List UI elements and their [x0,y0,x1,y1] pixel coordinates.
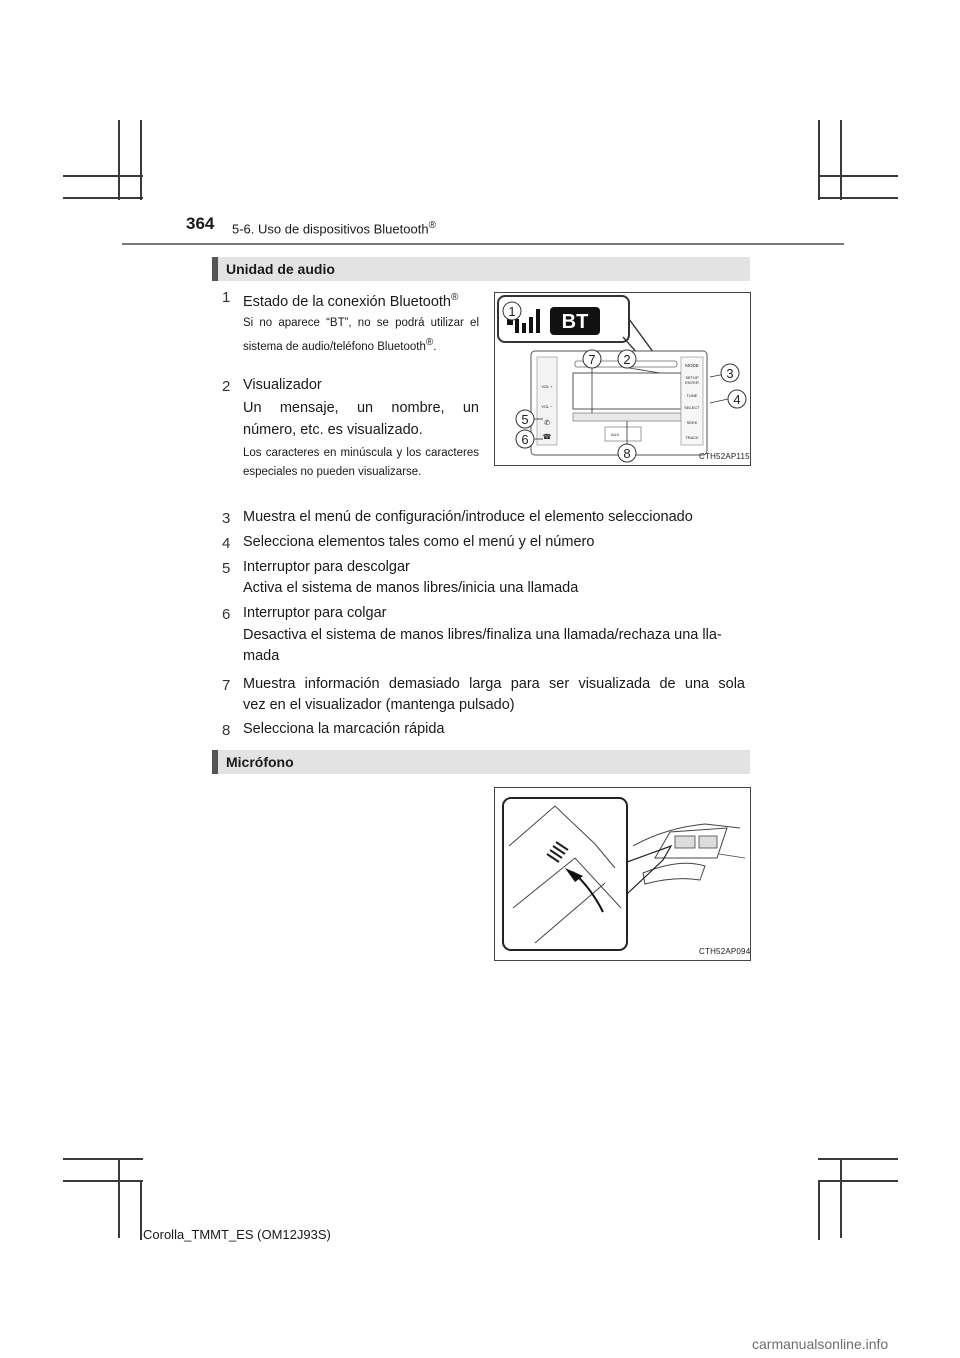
bt-indicator: BT [561,311,589,333]
item-text: Desactiva el sistema de manos libres/finaliza una llamada/rechaza una lla- [243,627,722,643]
phone-hangup-icon: ☎ [542,434,552,441]
figure-callout [516,430,534,448]
crop-mark [840,120,842,200]
crop-mark [118,120,120,200]
running-head-text: 5-6. Uso de dispositivos Bluetooth [232,221,429,237]
tune-label: TUNE [686,393,698,398]
item-number: 6 [222,606,231,623]
enter-label: ENTER [685,380,699,385]
section-title: Micrófono [226,754,294,770]
figure-callout [503,302,521,320]
figure-id: CTH52AP115 [699,452,750,461]
vol-minus-label: VOL − [541,404,553,409]
crop-mark [63,175,143,177]
page-number: 364 [186,214,215,233]
microphone-figure [494,787,751,961]
item-number: 7 [222,677,231,694]
crop-mark [63,1158,143,1160]
figure-callout [728,390,746,408]
item-title: vez en el visualizador (mantenga pulsado) [243,697,515,713]
figure-callout [618,350,636,368]
footer-text: Corolla_TMMT_ES (OM12J93S) [143,1227,331,1242]
crop-mark [818,1180,898,1182]
item-text: Un mensaje, un nombre, un número, etc. es visualizado. [243,400,479,438]
svg-text:4: 4 [733,392,741,407]
crop-mark [818,175,898,177]
section-title: Unidad de audio [226,261,335,277]
vol-plus-label: VOL + [541,384,553,389]
item-text: Activa el sistema de manos libres/inicia una llamada [243,580,579,596]
svg-text:1: 1 [508,304,516,319]
figure-callout [618,444,636,462]
crop-mark [818,197,898,199]
crop-mark [118,1158,120,1238]
item-text: mada [243,648,280,664]
svg-text:3: 3 [726,366,734,381]
item-title: Selecciona la marcación rápida [243,721,445,737]
note-end: . [433,340,437,353]
crop-mark [63,197,143,199]
crop-mark [818,120,820,200]
item-number: 1 [222,289,231,306]
item-title: Muestra el menú de configuración/introduce el elemento seleccionado [243,509,693,525]
item-number: 2 [222,378,231,395]
crop-mark [140,1180,142,1240]
audio-unit-figure [494,292,751,466]
seek-label: SEEK [686,420,698,425]
crop-mark [818,1158,898,1160]
registered-mark: ® [428,220,436,231]
crop-mark [818,1180,820,1240]
item-title: Muestra información demasiado larga para ser visualizada de una sola [243,676,745,692]
crop-mark [63,1180,143,1182]
item-title [243,287,458,313]
running-head [232,220,436,236]
svg-text:5: 5 [521,412,529,427]
section-heading-audio-unit [212,257,750,281]
microphone-illustration [495,788,750,960]
svg-text:6: 6 [521,432,529,447]
item-number: 5 [222,560,231,577]
crop-mark [840,1158,842,1238]
item-note [243,314,479,357]
registered-mark: ® [425,337,434,348]
phone-pickup-icon: ✆ [544,420,550,427]
svg-text:2: 2 [623,352,631,367]
figure-callout [721,364,739,382]
figure-id: CTH52AP094 [699,947,751,956]
note-text: Si no aparece “BT”, no se podrá utilizar el sistema de audio/teléfono Bluetooth [243,317,479,353]
svg-text:8: 8 [623,446,631,461]
svg-text:7: 7 [588,352,596,367]
section-heading-microphone [212,750,750,774]
mode-label: MODE [685,363,699,368]
watermark: carmanualsonline.info [752,1336,889,1352]
audio-unit-illustration [495,293,750,465]
figure-callout [516,410,534,428]
figure-callout [583,350,601,368]
section-heading-bar [212,750,218,774]
item-title: Selecciona elementos tales como el menú y el número [243,534,595,550]
item-title: Visualizador [243,377,322,393]
section-heading-bar [212,257,218,281]
aux-label: AUX [610,432,620,437]
item-number: 3 [222,510,231,527]
item-title-text: Estado de la conexión Bluetooth [243,293,451,310]
select-label: SELECT [684,405,700,410]
item-title: Interruptor para descolgar [243,559,410,575]
header-rule [122,243,844,245]
item-number: 8 [222,722,231,739]
item-note: Los caracteres en minúscula y los caracteres especiales no pueden visualizarse. [243,447,479,478]
track-label: TRACK [685,435,699,440]
item-title: Interruptor para colgar [243,605,387,621]
crop-mark [140,120,142,200]
item-number: 4 [222,535,231,552]
registered-mark: ® [450,292,459,303]
setup-label: SETUP [685,375,699,380]
